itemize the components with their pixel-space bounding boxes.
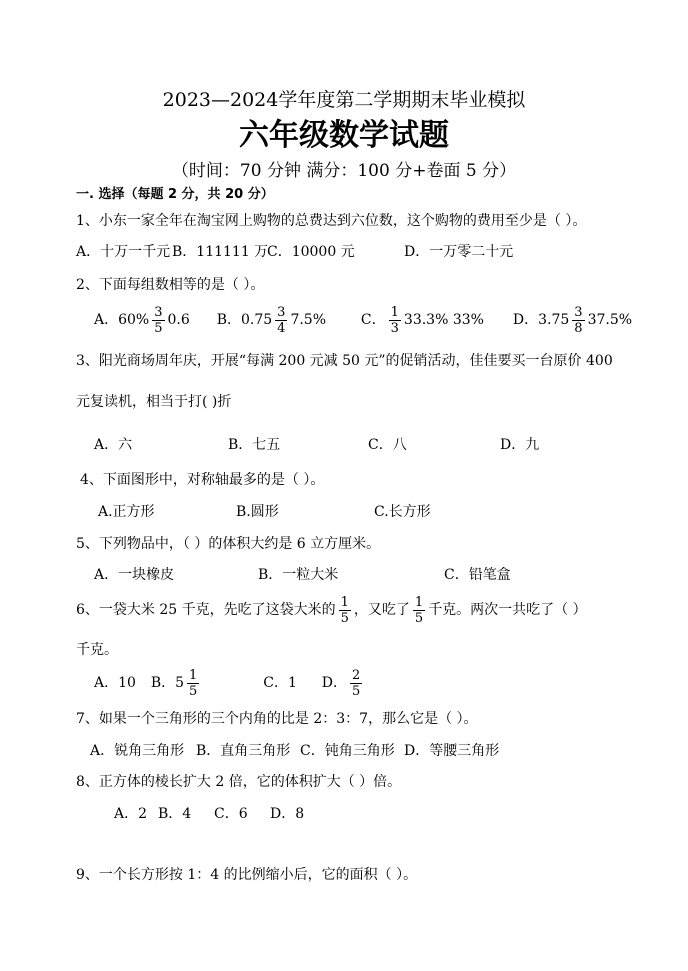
question-8-option-b: B．4 <box>158 806 192 822</box>
question-2-option-b-label: B．0.75 <box>216 312 273 328</box>
question-7-option-b: B．直角三角形 <box>196 743 291 759</box>
fraction-denominator: 8 <box>574 320 583 336</box>
fraction-denominator: 4 <box>277 320 286 336</box>
question-5-option-b: B．一粒大米 <box>258 567 339 583</box>
question-3-option-a: A．六 <box>94 437 133 453</box>
fraction-denominator: 5 <box>414 610 424 626</box>
question-2-text: 2、下面每组数相等的是（ ）。 <box>76 277 265 293</box>
fraction-denominator: 5 <box>189 683 198 699</box>
question-6-text-line1 <box>76 594 587 626</box>
question-4-option-a: A.正方形 <box>98 504 155 520</box>
question-6-text-line2: 千克。 <box>76 642 118 658</box>
question-4-text: 4、下面图形中，对称轴最多的是（ ）。 <box>80 472 325 488</box>
question-3-option-d: D．九 <box>500 437 540 453</box>
question-2-option-d-label: D．3.75 <box>512 312 570 328</box>
exam-subject-title: 六年级数学试题 <box>239 118 449 153</box>
question-1-option-d: D．一万零二十元 <box>404 244 514 260</box>
question-3-option-c: C．八 <box>368 437 407 453</box>
question-2-option-d-tail: 37.5% <box>587 312 633 328</box>
question-6-text-a: 6、一袋大米 25 千克，先吃了这袋大米的 <box>76 602 336 618</box>
question-1-option-a: A．十万一千元 <box>76 244 171 260</box>
fraction-denominator: 5 <box>352 683 361 699</box>
question-7-text: 7、如果一个三角形的三个内角的比是 2：3：7，那么它是（ ）。 <box>76 711 478 727</box>
question-7-option-a: A．锐角三角形 <box>90 743 185 759</box>
fraction-numerator: 2 <box>352 667 361 683</box>
question-4-option-b: B.圆形 <box>236 504 279 520</box>
question-2-option-a-tail: 0.6 <box>167 312 190 328</box>
fraction-numerator: 1 <box>340 594 349 610</box>
question-2-option-a-fraction <box>152 305 164 336</box>
fraction-numerator: 1 <box>414 594 424 610</box>
question-2-option-c-tail: 33.3% 33% <box>403 312 484 328</box>
section-title-choice: 一. 选择（每题 2 分，共 20 分） <box>76 187 274 202</box>
question-7-option-c: C．钝角三角形 <box>300 743 395 759</box>
exam-info: （时间：70 分钟 满分：100 分+卷面 5 分） <box>171 161 517 181</box>
question-8-option-d: D．8 <box>270 806 305 822</box>
question-2-option-d-fraction <box>572 305 584 336</box>
fraction-numerator: 3 <box>277 304 286 320</box>
exam-header-title: 2023—2024学年度第二学期期末毕业模拟 <box>162 89 526 111</box>
fraction-numerator: 3 <box>154 304 163 320</box>
question-8-text: 8、正方体的棱长扩大 2 倍，它的体积扩大（ ）倍。 <box>76 774 402 790</box>
fraction-numerator: 1 <box>390 304 399 320</box>
question-6-option-b-label: B．5 <box>150 675 185 691</box>
question-4-option-c: C.长方形 <box>374 504 431 520</box>
fraction-denominator: 5 <box>154 320 163 336</box>
question-2-option-a-label: A．60% <box>94 312 150 328</box>
question-6-option-a: A．10 <box>94 675 136 691</box>
question-6-fraction-1 <box>339 595 351 626</box>
question-2-option-c-fraction <box>389 305 401 336</box>
question-3-option-b: B．七五 <box>228 437 281 453</box>
question-2-option-c-label: C． <box>360 312 386 328</box>
fraction-numerator: 3 <box>574 304 583 320</box>
question-6-option-d-label: D． <box>321 675 347 691</box>
question-9-text: 9、一个长方形按 1：4 的比例缩小后，它的面积（ ）。 <box>76 867 418 883</box>
question-2-options <box>94 304 632 336</box>
fraction-denominator: 3 <box>390 320 399 336</box>
question-2-option-b-fraction <box>275 305 287 336</box>
question-6-text-b: ，又吃了 <box>353 602 410 618</box>
question-6-text-c: 千克。两次一共吃了（ ） <box>428 602 587 618</box>
question-6-fraction-2 <box>413 595 425 626</box>
question-3-text-line1: 3、阳光商场周年庆，开展“每满 200 元减 50 元”的促销活动，佳佳要买一台原价 400 <box>76 353 613 369</box>
question-5-option-a: A．一块橡皮 <box>94 567 175 583</box>
question-6-option-b-fraction <box>187 668 199 699</box>
question-6-option-d-fraction <box>350 668 362 699</box>
question-1-option-b: B．111111 万 <box>172 244 269 260</box>
question-6-options <box>94 667 365 699</box>
question-7-option-d: D．等腰三角形 <box>404 743 500 759</box>
question-3-text-line2: 元复读机，相当于打( )折 <box>76 394 232 410</box>
question-2-option-b-tail: 7.5% <box>290 312 327 328</box>
question-5-option-c: C．铅笔盒 <box>444 567 511 583</box>
question-6-option-c: C．1 <box>263 675 297 691</box>
question-1-text: 1、小东一家全年在淘宝网上购物的总费达到六位数，这个购物的费用至少是（ ）。 <box>76 213 587 229</box>
fraction-denominator: 5 <box>340 610 349 626</box>
question-8-option-c: C．6 <box>214 806 248 822</box>
question-8-option-a: A．2 <box>114 806 148 822</box>
question-1-option-c: C．10000 元 <box>267 244 355 260</box>
question-5-text: 5、下列物品中，（ ）的体积大约是 6 立方厘米。 <box>76 536 381 552</box>
fraction-numerator: 1 <box>189 667 198 683</box>
